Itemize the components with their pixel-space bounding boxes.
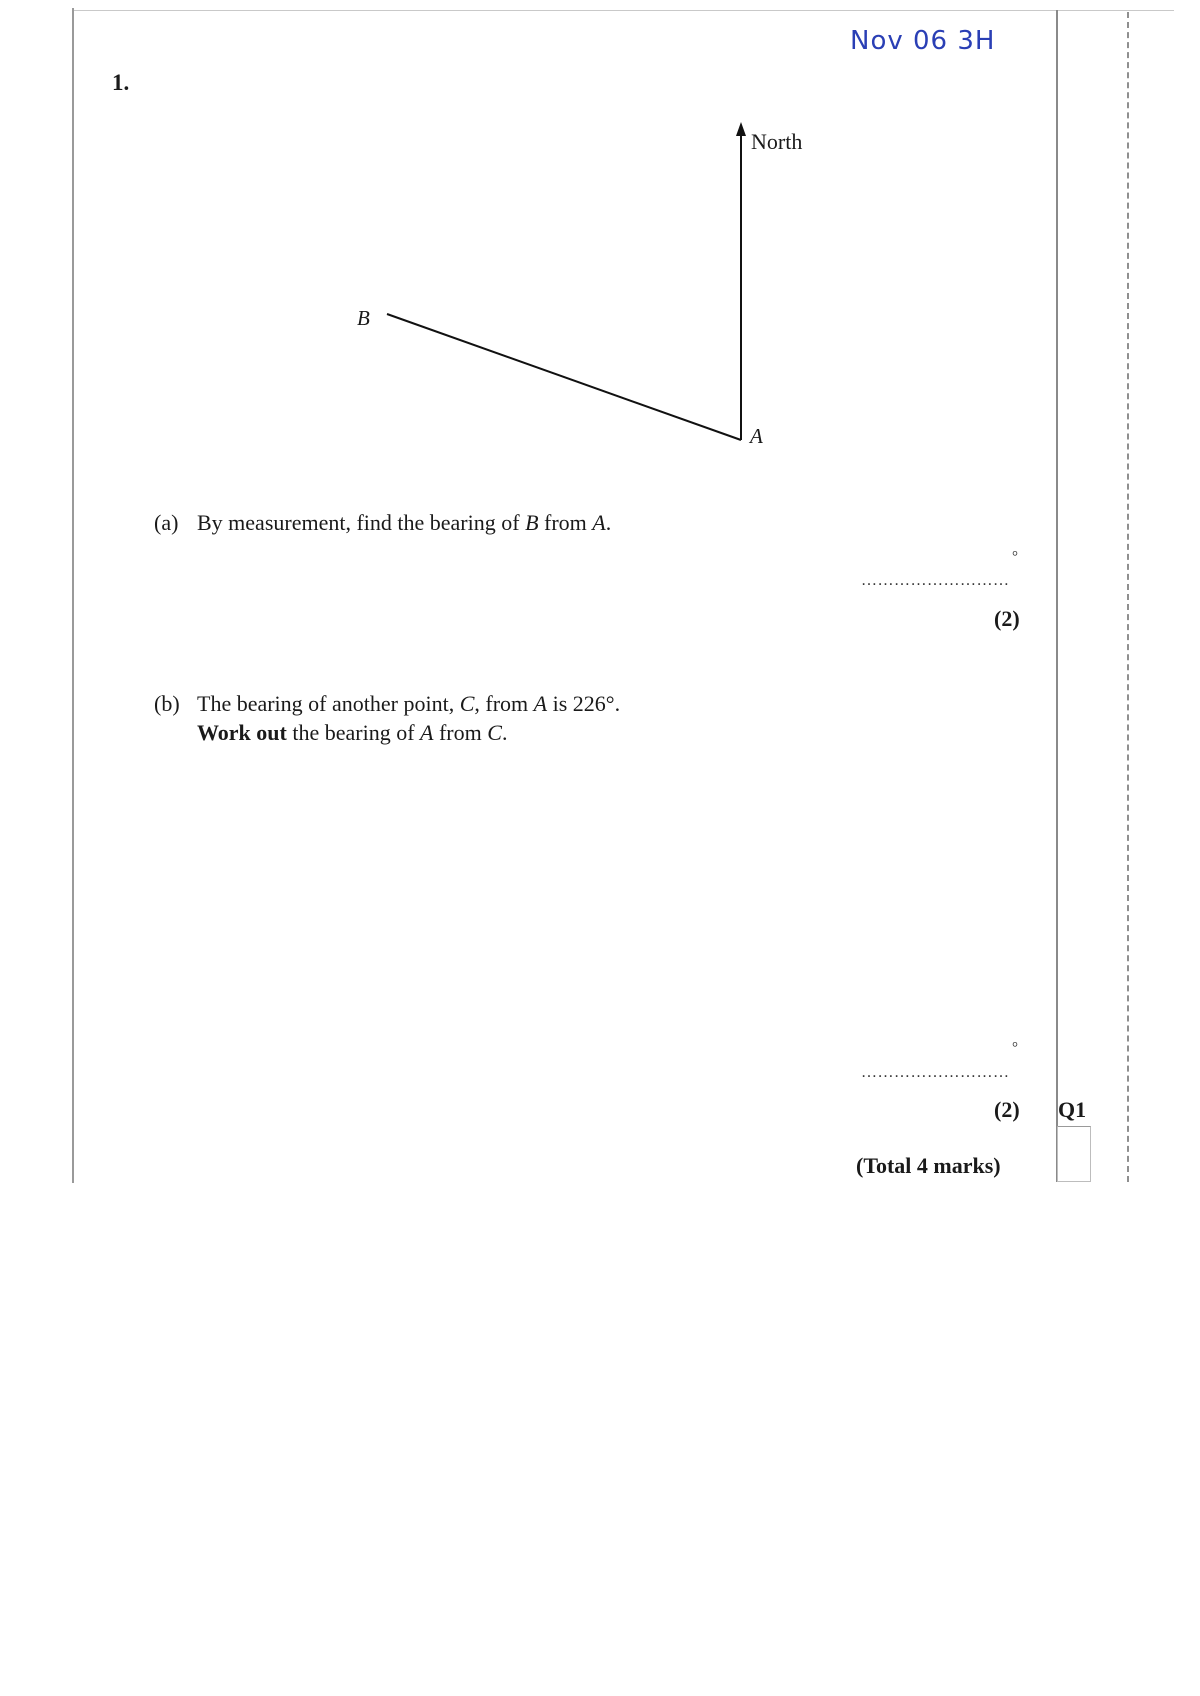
part-a-text-end: . — [605, 510, 612, 535]
line-ab — [387, 314, 741, 440]
handwritten-note: Nov 06 3H — [850, 26, 996, 56]
part-b-line1-var-a: A — [533, 691, 548, 716]
part-b-question — [154, 689, 620, 747]
part-a-text-mid: from — [538, 510, 593, 535]
part-b-line1-var-c: C — [459, 691, 475, 716]
part-b-command-word: Work out — [197, 720, 287, 745]
part-b-line-2 — [154, 718, 620, 747]
marks-box[interactable] — [1057, 1126, 1091, 1182]
part-a-marks: (2) — [994, 606, 1020, 631]
part-b-line2-before: the bearing of — [286, 720, 421, 745]
part-b-line2-var-c: C — [487, 720, 502, 745]
north-label: North — [751, 129, 803, 154]
part-b-line2-end: . — [501, 720, 508, 745]
part-b-line1-end: is 226°. — [547, 691, 621, 716]
bearing-diagram — [0, 0, 1200, 480]
point-b-label: B — [357, 306, 370, 330]
part-a-text-before: By measurement, find the bearing of — [197, 510, 526, 535]
part-b-marks: (2) — [994, 1097, 1020, 1122]
part-a-answer-line[interactable]: ……………………… — [861, 572, 1010, 589]
part-b-line2-var-a: A — [420, 720, 434, 745]
total-marks: (Total 4 marks) — [856, 1153, 1001, 1178]
question-label: Q1 — [1058, 1097, 1087, 1122]
part-b-line2-mid: from — [433, 720, 488, 745]
part-b-degree-symbol: ° — [1012, 1040, 1018, 1056]
question-number: 1. — [112, 70, 130, 95]
part-b-line1-mid: , from — [474, 691, 534, 716]
part-a-tag: (a) — [154, 510, 179, 535]
part-b-tag: (b) — [154, 691, 180, 716]
part-b-answer-line[interactable]: ……………………… — [861, 1064, 1010, 1081]
part-a-degree-symbol: ° — [1012, 549, 1018, 565]
part-a-var-a: A — [592, 510, 606, 535]
part-a-question — [154, 508, 611, 537]
part-b-line1-before: The bearing of another point, — [197, 691, 460, 716]
north-arrow-head — [736, 122, 746, 136]
point-a-label: A — [750, 424, 763, 448]
part-a-var-b: B — [525, 510, 539, 535]
part-b-line-1 — [154, 689, 620, 718]
